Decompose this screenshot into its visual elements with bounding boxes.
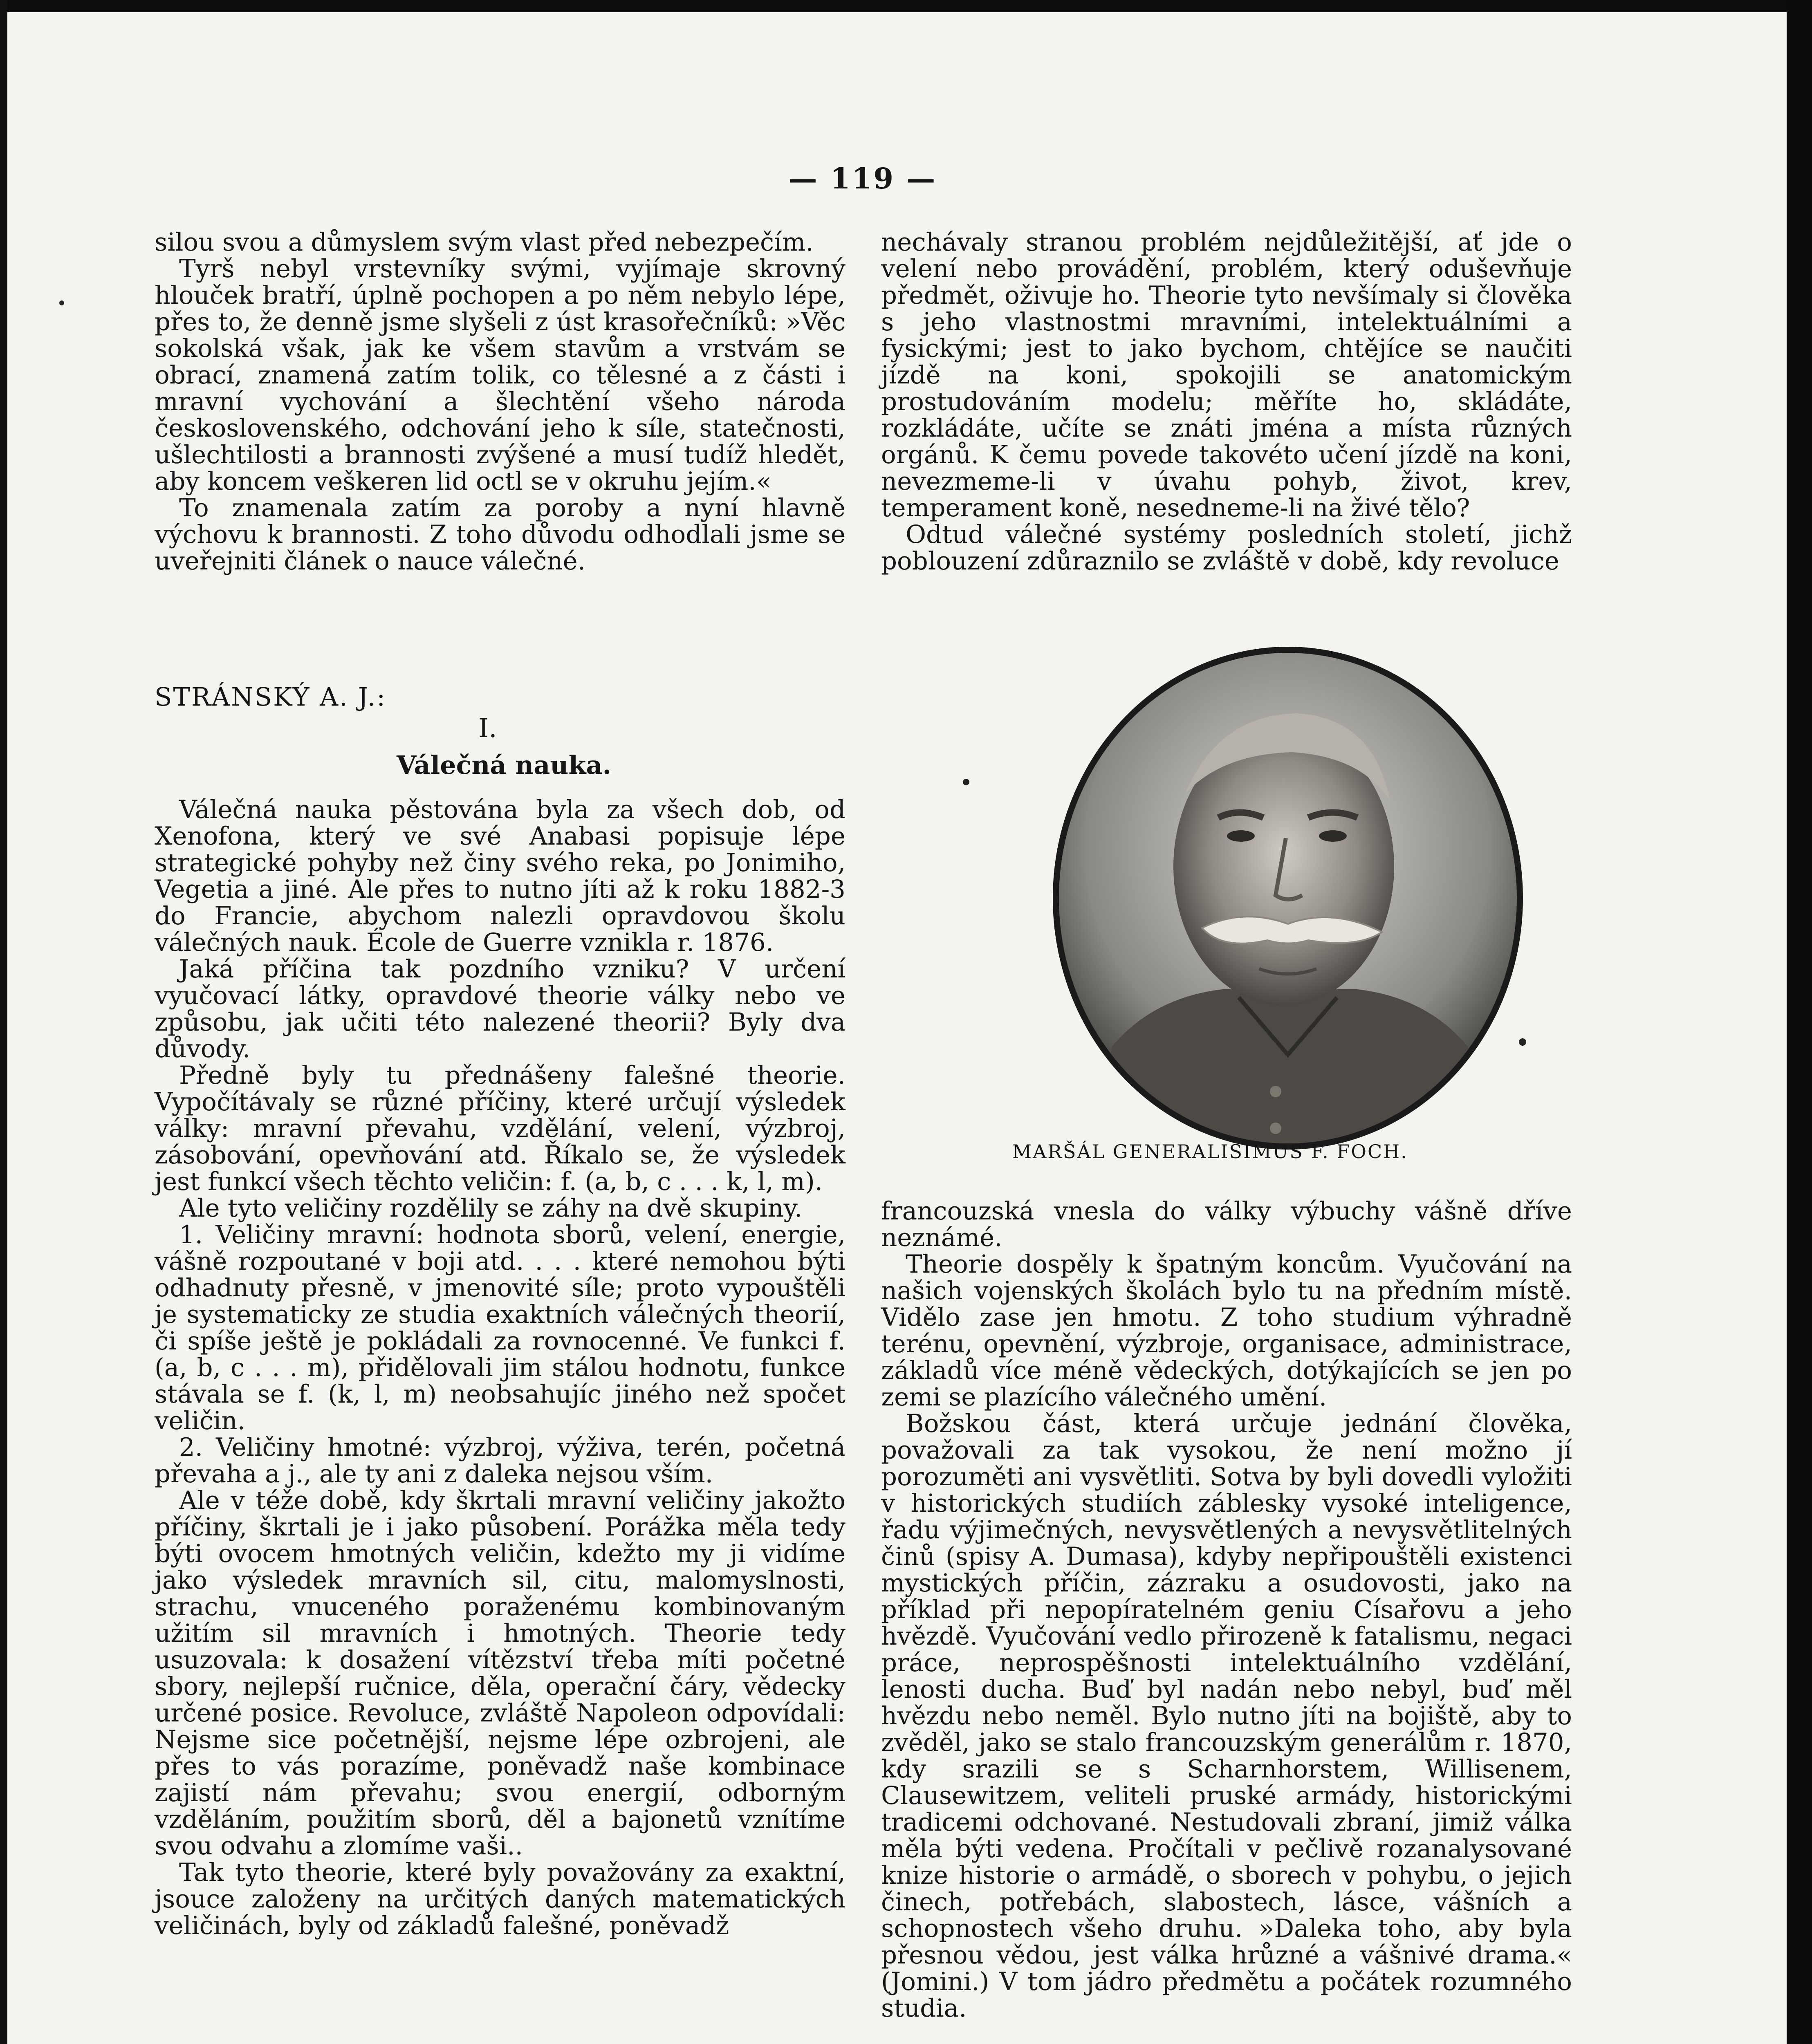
paragraph: Ale v téže době, kdy škrtali mravní veličiny jakožto příčiny, škrtali je i jako působení. Porážka měla tedy býti ovocem hmotných veličin, kdežto my ji vidíme jako výsledek mravních sil, citu, malomyslnosti, strachu, vnuceného poraženému kombinovaným užitím sil mravních i hmotných. Theorie tedy usuzovala: k dosažení vítězství třeba míti početné sbory, nejlepší ručnice, děla, operační čáry, vědecky určené posice. Revoluce, zvláště Napoleon odpovídali: Nejsme sice početnější, nejsme lépe ozbrojeni, ale přes to vás porazíme, poněvadž naše kombinace zajistí nám převahu; svou energií, odborným vzděláním, použitím sborů, děl a bajonetů vznítíme svou odvahu a zlomíme vaši.. (155, 1486, 845, 1860)
paragraph: Jaká příčina tak pozdního vzniku? V určení vyučovací látky, opravdové theorie války nebo ve způsobu, jak učiti této nalezené theorii? Byly dva důvody. (155, 955, 845, 1063)
paragraph: Předně byly tu přednášeny falešné theorie. Vypočítávaly se různé příčiny, které určují výsledek války: mravní převahu, vzdělání, velení, výzbroj, zásobování, opevňování atd. Říkalo se, že výsledek jest funkcí všech těchto veličin: f. (a, b, c . . . k, l, m). (155, 1061, 845, 1196)
section-number: I. (478, 713, 497, 744)
paragraph: Tak tyto theorie, které byly považovány za exaktní, jsouce založeny na určitých daných matematických veličinách, byly od základů falešné, poněvadž (155, 1858, 845, 1940)
paragraph: nechávaly stranou problém nejdůležitější, ať jde o velení nebo provádění, problém, který oduševňuje předmět, oživuje ho. Theorie tyto nevšímaly si člověka s jeho vlastnostmi mravními, intelektuálními a fysickými; jest to jako bychom, chtějíce se naučiti jízdě na koni, spokojili se anatomickým prostudováním modelu; měříte ho, skládáte, rozkládáte, učíte se znáti jména a místa různých orgánů. K čemu povede takovéto učení jízdě na koni, nevezmeme-li v úvahu pohyb, život, krev, temperament koně, nesedneme-li na živé tělo? (881, 228, 1572, 522)
right-column-bottom (881, 1198, 1572, 2022)
page-number: — 119 — (788, 161, 937, 195)
portrait-caption: MARŠÁL GENERALISIMUS F. FOCH. (1012, 1141, 1408, 1163)
scan-speck (963, 779, 969, 785)
paragraph: 2. Veličiny hmotné: výzbroj, výživa, terén, početná převaha a j., ale ty ani z daleka nejsou vším. (155, 1433, 845, 1488)
paragraph: 1. Veličiny mravní: hodnota sborů, velení, energie, vášně rozpoutané v boji atd. . . . které nemohou býti odhadnuty přesně, v jmenovité síle; proto vypouštěli je systematicky ze studia exaktních válečných theorií, či spíše ještě je pokládali za rovnocenné. Ve funkci f. (a, b, c . . . m), přidělovali jim stálou hodnotu, funkce stávala se f. (k, l, m) neobsahujíc jiného než spočet veličin. (155, 1220, 845, 1435)
paragraph: francouzská vnesla do války výbuchy vášně dříve neznámé. (881, 1197, 1572, 1252)
paragraph: To znamenala zatím za poroby a nyní hlavně výchovu k brannosti. Z toho důvodu odhodlali jsme se uveřejniti článek o nauce válečné. (155, 493, 845, 576)
paragraph: Odtud válečné systémy posledních století, jichž poblouzení zdůraznilo se zvláště v době, kdy revoluce (881, 520, 1572, 576)
scan-border-top (0, 0, 1812, 12)
portrait-photo (1047, 646, 1529, 1151)
article-title: Válečná nauka. (397, 750, 612, 780)
paragraph: Theorie dospěly k špatným koncům. Vyučování na našich vojenských školách bylo tu na předním místě. Vidělo zase jen hmotu. Z toho studium výhradně terénu, opevnění, výzbroje, organisace, administrace, základů více méně vědeckých, dotýkajících se jen po zemi se plazícího válečného umění. (881, 1250, 1572, 1412)
scan-border-left (0, 0, 7, 2044)
paragraph: Tyrš nebyl vrstevníky svými, vyjímaje skrovný hlouček bratří, úplně pochopen a po něm nebylo lépe, přes to, že denně jsme slyšeli z úst krasořečníků: »Věc sokolská však, jak ke všem stavům a vrstvám se obrací, znamená zatím tolik, co tělesné a z části i mravní vychování a šlechtění všeho národa československého, odchování jeho k síle, statečnosti, ušlechtilosti a brannosti zvýšené a musí tudíž hledět, aby koncem veškeren lid octl se v okruhu jejím.« (155, 254, 845, 496)
scan-speck (59, 300, 64, 305)
article-author: STRÁNSKÝ A. J.: (155, 682, 387, 712)
paragraph: Ale tyto veličiny rozdělily se záhy na dvě skupiny. (179, 1194, 803, 1223)
paragraph: silou svou a důmyslem svým vlast před nebezpečím. (155, 228, 814, 257)
left-column-main (155, 796, 845, 1939)
uniform-shape (1096, 989, 1488, 1151)
scan-border-right (1787, 0, 1812, 2044)
paragraph: Válečná nauka pěstována byla za všech dob, od Xenofona, který ve své Anabasi popisuje lépe strategické pohyby než činy svého reka, po Jonimiho, Vegetia a jiné. Ale přes to nutno jíti až k roku 1882-3 do Francie, abychom nalezli opravdovou školu válečných nauk. École de Guerre vznikla r. 1876. (155, 795, 845, 957)
left-column-top (155, 229, 845, 574)
right-column-top (881, 229, 1572, 574)
paragraph: Božskou část, která určuje jednání člověka, považovali za tak vysokou, že není možno jí porozuměti ani vysvětliti. Sotva by byli dovedli vyložiti v historických studiích záblesky vysoké inteligence, řadu výjimečných, nevysvětlených a nevysvětlitelných činů (spisy A. Dumasa), kdyby nepřipouštěli existenci mystických příčin, zázraku a osudovosti, jako na příklad při nepopíratelném geniu Císařovu a jeho hvězdě. Vyučování vedlo přirozeně k fatalismu, negaci práce, neprospěšnosti intelektuálního vzdělání, lenosti ducha. Buď byl nadán nebo nebyl, buď měl hvězdu nebo neměl. Bylo nutno jíti na bojiště, aby to zvěděl, jako se stalo francouzským generálům r. 1870, kdy srazili se s Scharnhorstem, Willisenem, Clausewitzem, veliteli pruské armády, historickými tradicemi odchované. Nestudovali zbraní, jimiž válka měla býti vedena. Pročítali v pečlivě rozanalysované knize historie o armádě, o sborech v pohybu, o jejich činech, potřebách, slabostech, lásce, vášních a schopnostech všeho druhu. »Daleka toho, aby byla přesnou vědou, jest válka hrůzné a vášnivé drama.« (Jomini.) V tom jádro předmětu a počátek rozumného studia. (881, 1409, 1572, 2023)
scan-speck (1519, 1038, 1526, 1046)
